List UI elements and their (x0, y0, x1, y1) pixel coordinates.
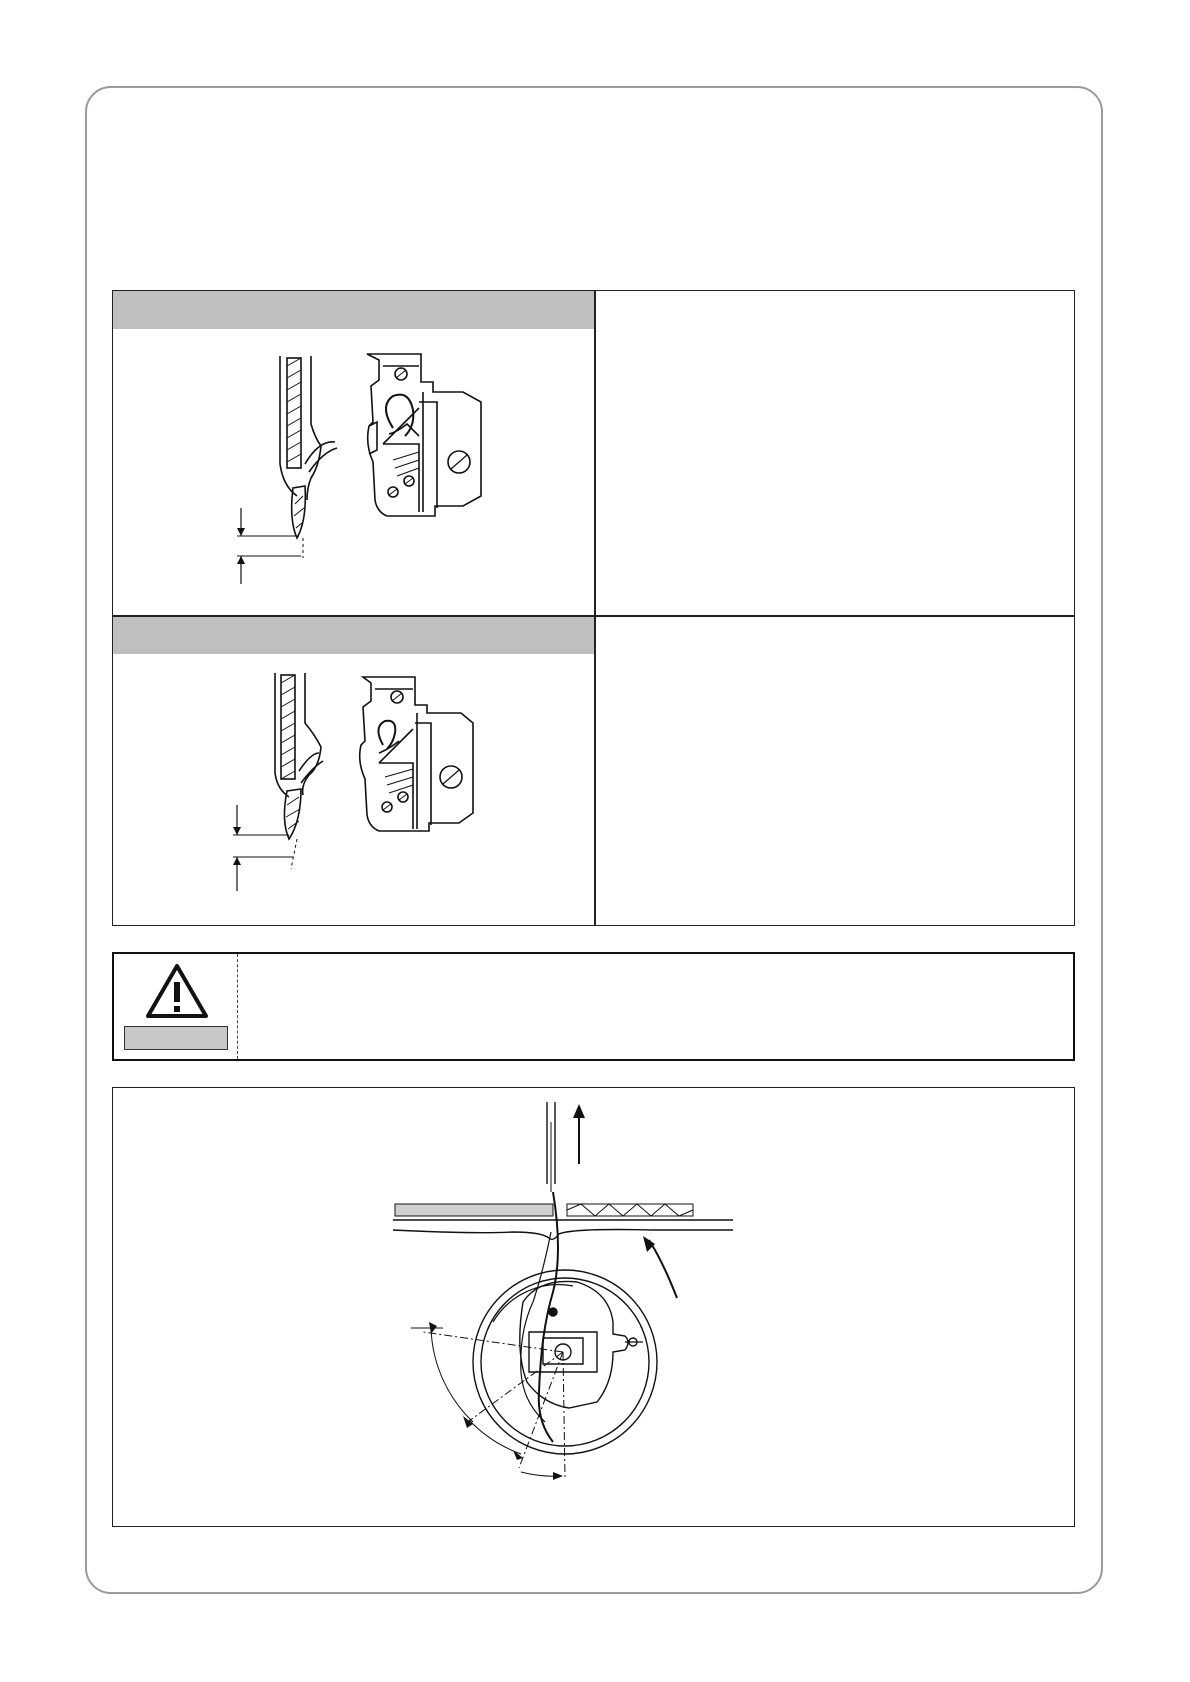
warning-divider (237, 954, 238, 1059)
needle-hook-figure-bottom (223, 661, 543, 921)
warning-label (124, 1026, 228, 1050)
hook-timing-figure (393, 1102, 753, 1512)
warning-triangle-icon (144, 962, 210, 1020)
warning-box (112, 952, 1075, 1061)
panel-bottom-header (113, 616, 594, 654)
adjustment-table (112, 290, 1075, 926)
hook-timing-panel (112, 1087, 1075, 1527)
column-divider (594, 291, 596, 925)
panel-top-header (113, 291, 594, 329)
row-divider (113, 615, 1074, 617)
needle-hook-figure-top (223, 336, 543, 596)
